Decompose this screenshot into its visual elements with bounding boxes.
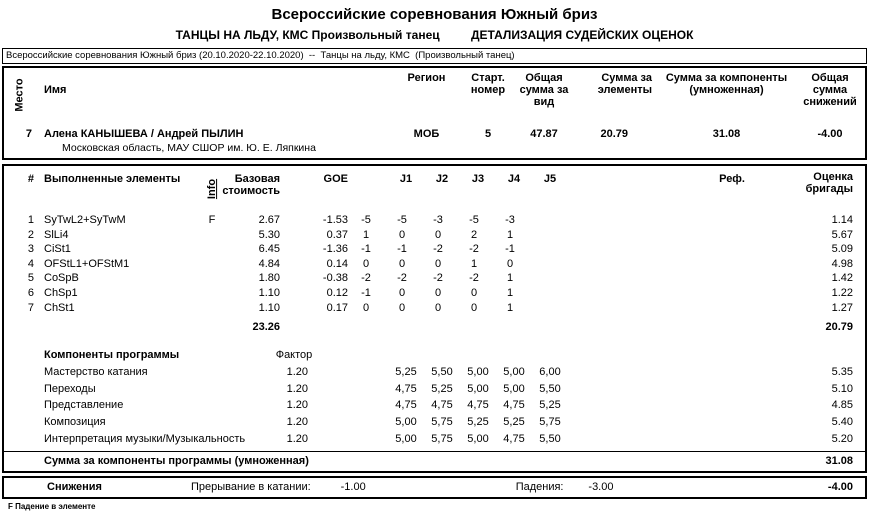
- element-panel-score: 5.09: [831, 243, 853, 256]
- judge5-score: 1: [506, 301, 514, 314]
- component-rows: [4, 364, 865, 447]
- element-row: [4, 228, 865, 243]
- element-panel-score: 1.22: [831, 286, 853, 299]
- element-totals-row: [4, 320, 865, 335]
- judge2-column-header: J2: [435, 173, 449, 185]
- judge2-component-score: 5,50: [431, 366, 453, 379]
- element-info-flag: [202, 286, 222, 301]
- judge1-score: -2: [361, 272, 371, 285]
- element-number: 2: [27, 228, 34, 241]
- event-info-bar: Всероссийские соревнования Южный бриз (20.10.2020-22.10.2020) -- Танцы на льду, КМС (Произвольный танец): [2, 48, 867, 64]
- page-title: Всероссийские соревнования Южный бриз: [271, 6, 598, 23]
- factor-column-header: Фактор: [275, 349, 313, 362]
- judge4-score: 0: [470, 286, 478, 299]
- judge4-score: -2: [469, 272, 479, 285]
- elements-score-total: 20.79: [825, 321, 853, 334]
- element-name: SyTwL2+SyTwM: [44, 214, 126, 226]
- component-panel-score: 5.35: [831, 366, 853, 379]
- component-name: Мастерство катания: [44, 366, 148, 379]
- entry-affiliation: Московская область, МАУ СШОР им. Ю. Е. Ляпкина: [62, 142, 316, 154]
- elements-sum-column-header: Сумма за элементы: [597, 72, 652, 96]
- element-goe: -1.36: [322, 243, 348, 256]
- judge3-score: -2: [433, 243, 443, 256]
- entry-deductions-sum: -4.00: [817, 128, 843, 140]
- falls-value: -3.00: [588, 481, 614, 494]
- element-name: CiSt1: [44, 243, 71, 256]
- deductions-total: -4.00: [827, 481, 853, 494]
- element-base-value: 1.10: [258, 301, 280, 314]
- goe-column-header: GOE: [323, 173, 348, 185]
- judge1-score: 0: [362, 257, 370, 270]
- judge2-component-score: 5,75: [431, 415, 453, 428]
- judge2-component-score: 4,75: [431, 399, 453, 412]
- judge1-score: -1: [361, 243, 371, 256]
- judge1-component-score: 5,00: [395, 415, 417, 428]
- element-name: ChSp1: [44, 286, 78, 299]
- element-row: [4, 257, 865, 272]
- judge3-component-score: 4,75: [467, 399, 489, 412]
- element-info-flag: F: [208, 214, 216, 226]
- judge2-score: -5: [397, 214, 407, 226]
- component-panel-score: 5.40: [831, 415, 853, 428]
- components-header-row: [4, 347, 865, 364]
- start-number-column-header: Старт. номер: [470, 72, 506, 96]
- judge5-score: 1: [506, 272, 514, 285]
- base-value-column-header: Базовая стоимость: [222, 173, 280, 197]
- deductions-label: Снижения: [47, 481, 102, 494]
- judge5-score: -1: [505, 243, 515, 256]
- element-panel-score: 4.98: [831, 257, 853, 270]
- element-row: [4, 286, 865, 301]
- element-base-value: 1.10: [258, 286, 280, 299]
- element-goe: -1.53: [322, 214, 348, 226]
- name-column-header: Имя: [44, 84, 67, 96]
- component-factor: 1.20: [286, 415, 308, 428]
- judge4-component-score: 5,25: [503, 415, 525, 428]
- summary-entry-row: [4, 128, 865, 140]
- component-factor: 1.20: [286, 399, 308, 412]
- element-row: [4, 271, 865, 286]
- entry-place: 7: [25, 128, 32, 140]
- judge1-component-score: 4,75: [395, 399, 417, 412]
- element-row: [4, 242, 865, 257]
- total-score-column-header: Общая сумма за вид: [519, 72, 569, 108]
- element-ref-cell: [528, 257, 781, 272]
- element-ref-cell: [528, 228, 781, 243]
- element-panel-score: 1.27: [831, 301, 853, 314]
- element-goe: 0.14: [326, 257, 348, 270]
- entry-region: МОБ: [413, 128, 440, 140]
- component-factor: 1.20: [286, 432, 308, 445]
- judge4-component-score: 4,75: [503, 432, 525, 445]
- judge2-component-score: 5,75: [431, 432, 453, 445]
- judge3-score: 0: [434, 286, 442, 299]
- summary-header-row: [4, 68, 865, 120]
- element-panel-score: 1.14: [831, 214, 853, 226]
- interruption-label: Прерывание в катании:: [191, 481, 311, 494]
- entry-start-number: 5: [484, 128, 492, 140]
- element-number: 1: [27, 214, 34, 226]
- element-info-flag: [202, 271, 222, 286]
- component-factor: 1.20: [286, 366, 308, 379]
- component-panel-score: 5.10: [831, 382, 853, 395]
- judge2-score: 0: [398, 301, 406, 314]
- components-sum-value: 31.08: [825, 455, 853, 468]
- base-value-total: 23.26: [252, 321, 280, 334]
- element-base-value: 4.84: [258, 257, 280, 270]
- component-row: [4, 397, 865, 414]
- judge5-component-score: 5,25: [539, 399, 561, 412]
- judge2-score: -2: [397, 272, 407, 285]
- component-name: Композиция: [44, 415, 106, 428]
- place-column-header: Место: [14, 78, 26, 112]
- component-panel-score: 5.20: [831, 432, 853, 445]
- element-ref-cell: [528, 301, 781, 316]
- judge1-score: 0: [362, 301, 370, 314]
- judge5-component-score: 6,00: [539, 366, 561, 379]
- judge4-column-header: J4: [507, 173, 521, 185]
- judge3-component-score: 5,25: [467, 415, 489, 428]
- element-goe: 0.37: [326, 228, 348, 241]
- judge2-score: 0: [398, 286, 406, 299]
- component-name: Интерпретация музыки/Музыкальность: [44, 432, 246, 445]
- component-panel-score: 4.85: [831, 399, 853, 412]
- region-column-header: Регион: [407, 72, 446, 84]
- element-ref-cell: [528, 271, 781, 286]
- judge1-component-score: 4,75: [395, 382, 417, 395]
- component-row: [4, 364, 865, 381]
- judge2-component-score: 5,25: [431, 382, 453, 395]
- subtitle-section: ДЕТАЛИЗАЦИЯ СУДЕЙСКИХ ОЦЕНОК: [470, 28, 694, 42]
- judge5-column-header: J5: [543, 173, 557, 185]
- judge3-score: 0: [434, 257, 442, 270]
- judge2-score: -1: [397, 243, 407, 256]
- element-number: 4: [27, 257, 34, 270]
- element-number: 6: [27, 286, 34, 299]
- judge4-score: 0: [470, 301, 478, 314]
- element-ref-cell: [528, 213, 781, 228]
- judge1-component-score: 5,25: [395, 366, 417, 379]
- entry-components-sum: 31.08: [712, 128, 741, 140]
- judge4-component-score: 5,00: [503, 382, 525, 395]
- components-section-title: Компоненты программы: [44, 349, 180, 362]
- judge5-component-score: 5,50: [539, 382, 561, 395]
- judge5-component-score: 5,75: [539, 415, 561, 428]
- element-info-flag: [202, 257, 222, 272]
- entry-elements-sum: 20.79: [600, 128, 628, 140]
- judge4-score: -5: [469, 214, 479, 226]
- deductions-sum-column-header: Общая сумма снижений: [803, 72, 857, 108]
- element-ref-cell: [528, 242, 781, 257]
- element-number: 5: [27, 272, 34, 285]
- element-row: [4, 301, 865, 316]
- judge3-component-score: 5,00: [467, 366, 489, 379]
- element-base-value: 5.30: [258, 228, 280, 241]
- deductions-bar: [2, 476, 867, 499]
- judge2-score: 0: [398, 228, 406, 241]
- judge1-component-score: 5,00: [395, 432, 417, 445]
- judge5-score: 1: [506, 228, 514, 241]
- element-info-flag: [202, 301, 222, 316]
- judge4-score: -2: [469, 243, 479, 256]
- judge3-score: -2: [433, 272, 443, 285]
- components-sum-column-header: Сумма за компоненты (умноженная): [665, 72, 788, 96]
- element-name: ChSt1: [44, 301, 75, 314]
- judge3-component-score: 5,00: [467, 432, 489, 445]
- element-number: 3: [27, 243, 34, 256]
- interruption-value: -1.00: [340, 481, 366, 494]
- components-sum-row: [4, 451, 865, 471]
- judge3-component-score: 5,00: [467, 382, 489, 395]
- subtitle-event: ТАНЦЫ НА ЛЬДУ, КМС Произвольный танец: [175, 28, 440, 42]
- component-name: Переходы: [44, 382, 96, 395]
- info-column-header: Info: [206, 178, 219, 199]
- element-rows: [4, 213, 865, 315]
- judge5-score: 0: [506, 257, 514, 270]
- component-row: [4, 381, 865, 398]
- judge3-score: 0: [434, 301, 442, 314]
- detail-table: [2, 164, 867, 473]
- judge3-score: -3: [433, 214, 443, 226]
- element-name: SlLi4: [44, 228, 69, 241]
- element-base-value: 6.45: [258, 243, 280, 256]
- components-sum-label: Сумма за компоненты программы (умноженная): [44, 455, 309, 468]
- executed-elements-column-header: Выполненные элементы: [44, 173, 181, 185]
- judge1-score: 1: [362, 228, 370, 241]
- judge3-column-header: J3: [471, 173, 485, 185]
- judge4-component-score: 5,00: [503, 366, 525, 379]
- judge1-score: -1: [361, 286, 371, 299]
- judge3-score: 0: [434, 228, 442, 241]
- summary-table: [2, 66, 867, 160]
- element-info-flag: [202, 242, 222, 257]
- component-factor: 1.20: [286, 382, 308, 395]
- element-panel-score: 5.67: [831, 228, 853, 241]
- element-goe: 0.17: [326, 301, 348, 314]
- detail-header-row: [4, 166, 865, 204]
- element-ref-cell: [528, 286, 781, 301]
- judge4-score: 2: [470, 228, 478, 241]
- element-number: 7: [27, 301, 34, 314]
- element-base-value: 2.67: [258, 214, 280, 226]
- element-row: [4, 213, 865, 228]
- number-column-header: #: [27, 173, 34, 185]
- judge4-component-score: 4,75: [503, 399, 525, 412]
- entry-total-score: 47.87: [530, 128, 558, 140]
- component-name: Представление: [44, 399, 124, 412]
- element-goe: -0.38: [322, 272, 348, 285]
- element-name: CoSpB: [44, 272, 79, 285]
- falls-label: Падения:: [515, 481, 564, 494]
- judge1-column-header: J1: [399, 173, 413, 185]
- footnote-fall-legend: F Падение в элементе: [8, 502, 96, 511]
- page-subtitle: [2, 28, 867, 42]
- judge5-component-score: 5,50: [539, 432, 561, 445]
- element-goe: 0.12: [326, 286, 348, 299]
- referee-column-header: Реф.: [719, 173, 745, 185]
- element-name: OFStL1+OFStM1: [44, 257, 130, 270]
- judge1-score: -5: [361, 214, 371, 226]
- panel-score-column-header: Оценка бригады: [805, 171, 853, 195]
- judge2-score: 0: [398, 257, 406, 270]
- component-row: [4, 431, 865, 448]
- element-panel-score: 1.42: [831, 272, 853, 285]
- judge5-score: -3: [505, 214, 515, 226]
- component-row: [4, 414, 865, 431]
- judge5-score: 1: [506, 286, 514, 299]
- entry-skater-names: Алена КАНЫШЕВА / Андрей ПЫЛИН: [44, 128, 244, 140]
- element-base-value: 1.80: [258, 272, 280, 285]
- element-info-flag: [202, 228, 222, 243]
- judge4-score: 1: [470, 257, 478, 270]
